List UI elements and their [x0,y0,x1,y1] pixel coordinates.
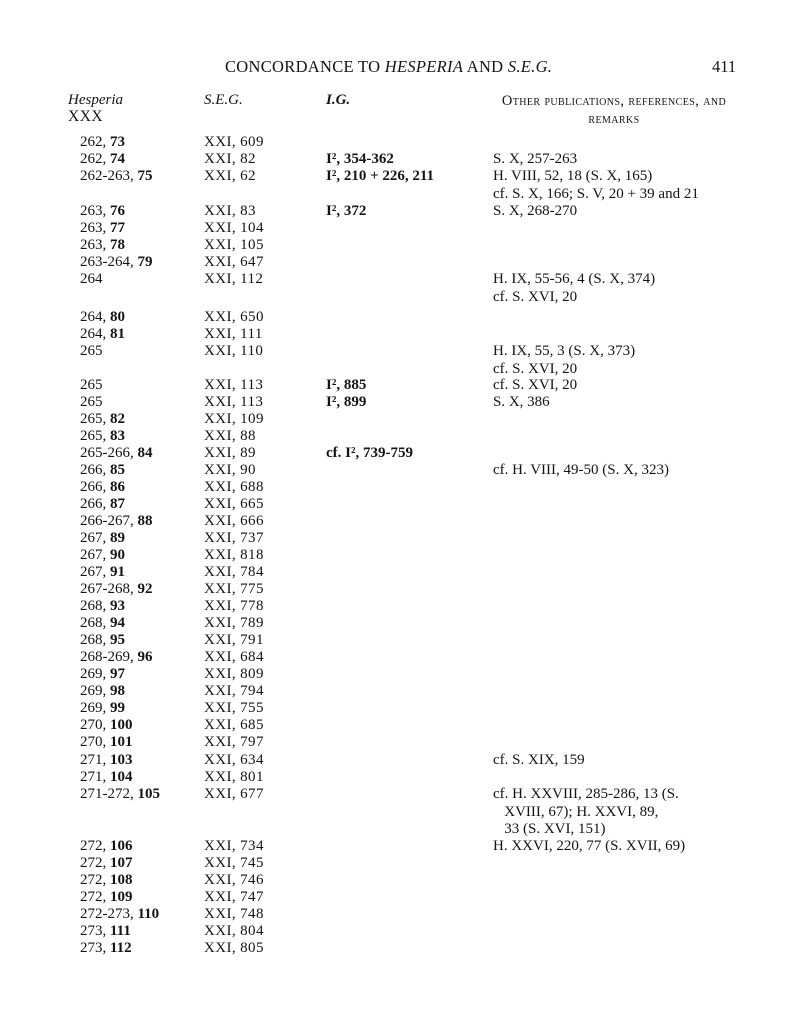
table-row [0,786,798,837]
table-row [0,700,798,718]
hesperia-ref [80,151,125,168]
other-remarks: cf. H. XXVIII, 285-286, 13 (S. XVIII, 67); H. XXVI, 89, 33 (S. XVI, 151) [493,786,679,837]
table-row [0,838,798,856]
table-row [0,547,798,565]
hesperia-number: 112 [110,940,132,956]
hesperia-pages: 267, [80,530,110,546]
hesperia-number: 87 [110,496,125,512]
hesperia-ref [80,411,125,428]
table-row [0,411,798,429]
hesperia-pages: 267, [80,547,110,563]
hesperia-pages: 262-263, [80,168,138,184]
hesperia-ref [80,530,125,547]
hesperia-number: 76 [110,203,125,219]
table-row [0,134,798,152]
hesperia-ref [80,343,103,360]
seg-ref: XXI, 89 [204,445,256,461]
hesperia-pages: 265, [80,428,110,444]
hesperia-ref [80,734,133,751]
hesperia-ref [80,462,125,479]
seg-ref: XXI, 647 [204,254,264,270]
hesperia-ref [80,254,153,271]
hesperia-number: 78 [110,237,125,253]
hesperia-ref [80,428,125,445]
hesperia-pages: 269, [80,683,110,699]
seg-ref: XXI, 684 [204,649,264,665]
hesperia-ref [80,889,133,906]
hesperia-ref [80,496,125,513]
hesperia-pages: 266, [80,479,110,495]
title-middle: AND [463,57,508,76]
hesperia-ref [80,940,132,957]
table-row [0,377,798,395]
table-row [0,462,798,480]
seg-ref: XXI, 804 [204,923,264,939]
seg-ref: XXI, 809 [204,666,264,682]
table-row [0,326,798,344]
hesperia-pages: 268, [80,615,110,631]
column-header-hesperia: Hesperia [68,92,123,108]
table-row [0,428,798,446]
hesperia-pages: 265 [80,377,103,393]
ig-ref: cf. I², 739-759 [326,445,413,461]
table-row [0,394,798,412]
seg-ref: XXI, 746 [204,872,264,888]
hesperia-pages: 273, [80,923,110,939]
hesperia-number: 105 [137,786,160,802]
hesperia-pages: 272, [80,838,110,854]
hesperia-ref [80,598,125,615]
hesperia-ref [80,923,131,940]
column-header-seg: S.E.G. [204,92,243,108]
table-row [0,496,798,514]
hesperia-pages: 272, [80,872,110,888]
hesperia-pages: 265, [80,411,110,427]
table-row [0,615,798,633]
ig-ref: I², 885 [326,377,367,393]
hesperia-pages: 263-264, [80,254,138,270]
ig-ref: I², 899 [326,394,367,410]
seg-ref: XXI, 755 [204,700,264,716]
table-row [0,769,798,787]
title-seg: S.E.G. [507,57,553,76]
seg-ref: XXI, 665 [204,496,264,512]
hesperia-ref [80,752,133,769]
table-row [0,581,798,599]
hesperia-number: 80 [110,309,125,325]
hesperia-pages: 264 [80,271,103,287]
table-row [0,203,798,221]
hesperia-number: 109 [110,889,133,905]
table-row [0,889,798,907]
table-row [0,940,798,958]
hesperia-pages: 270, [80,717,110,733]
hesperia-number: 79 [137,254,153,270]
hesperia-number: 91 [110,564,125,580]
seg-ref: XXI, 82 [204,151,256,167]
table-row [0,254,798,272]
hesperia-ref [80,309,125,326]
hesperia-number: 104 [110,769,133,785]
hesperia-pages: 271, [80,752,110,768]
hesperia-number: 88 [137,513,153,529]
hesperia-pages: 268-269, [80,649,138,665]
hesperia-number: 96 [137,649,153,665]
seg-ref: XXI, 801 [204,769,264,785]
table-row [0,632,798,650]
table-row [0,564,798,582]
hesperia-pages: 266, [80,496,110,512]
other-remarks: S. X, 386 [493,394,550,410]
other-remarks: H. IX, 55, 3 (S. X, 373) cf. S. XVI, 20 [493,343,636,377]
seg-ref: XXI, 778 [204,598,264,614]
table-row [0,872,798,890]
table-row [0,666,798,684]
hesperia-ref [80,326,125,343]
hesperia-pages: 263, [80,220,110,236]
table-row [0,855,798,873]
page-number: 411 [712,57,737,76]
hesperia-number: 95 [110,632,125,648]
hesperia-ref [80,666,125,683]
seg-ref: XXI, 90 [204,462,256,478]
hesperia-pages: 262, [80,151,110,167]
hesperia-number: 111 [110,923,131,939]
column-header-volume: XXX [68,108,104,125]
seg-ref: XXI, 650 [204,309,264,325]
hesperia-pages: 266-267, [80,513,138,529]
table-row [0,343,798,377]
hesperia-ref [80,906,159,923]
hesperia-pages: 269, [80,700,110,716]
running-title [225,57,552,77]
hesperia-number: 106 [110,838,133,854]
hesperia-number: 77 [110,220,125,236]
seg-ref: XXI, 818 [204,547,264,563]
hesperia-number: 82 [110,411,125,427]
hesperia-ref [80,855,133,872]
seg-ref: XXI, 747 [204,889,264,905]
hesperia-ref [80,445,153,462]
hesperia-number: 108 [110,872,133,888]
column-header-ig: I.G. [326,92,351,108]
seg-ref: XXI, 609 [204,134,264,150]
seg-ref: XXI, 677 [204,786,264,802]
table-row [0,151,798,169]
table-row [0,479,798,497]
hesperia-ref [80,615,125,632]
hesperia-pages: 272-273, [80,906,138,922]
hesperia-ref [80,632,125,649]
seg-ref: XXI, 109 [204,411,264,427]
seg-ref: XXI, 112 [204,271,264,287]
table-row [0,649,798,667]
table-row [0,513,798,531]
hesperia-pages: 267-268, [80,581,138,597]
hesperia-ref [80,271,103,288]
seg-ref: XXI, 634 [204,752,264,768]
seg-ref: XXI, 104 [204,220,264,236]
seg-ref: XXI, 105 [204,237,264,253]
seg-ref: XXI, 789 [204,615,264,631]
other-remarks: H. XXVI, 220, 77 (S. XVII, 69) [493,838,686,854]
seg-ref: XXI, 111 [204,326,263,342]
seg-ref: XXI, 791 [204,632,264,648]
hesperia-number: 99 [110,700,125,716]
table-row [0,220,798,238]
table-row [0,271,798,305]
hesperia-number: 93 [110,598,125,614]
seg-ref: XXI, 110 [204,343,264,359]
hesperia-pages: 264, [80,309,110,325]
hesperia-pages: 266, [80,462,110,478]
ig-ref: I², 372 [326,203,367,219]
hesperia-pages: 264, [80,326,110,342]
table-row [0,906,798,924]
seg-ref: XXI, 805 [204,940,264,956]
hesperia-number: 86 [110,479,125,495]
hesperia-ref [80,479,125,496]
hesperia-number: 110 [137,906,160,922]
seg-ref: XXI, 688 [204,479,264,495]
hesperia-ref [80,377,103,394]
title-hesperia: HESPERIA [384,57,464,76]
hesperia-number: 97 [110,666,125,682]
hesperia-ref [80,513,153,530]
seg-ref: XXI, 734 [204,838,264,854]
hesperia-number: 92 [137,581,153,597]
seg-ref: XXI, 62 [204,168,256,184]
hesperia-pages: 271-272, [80,786,138,802]
hesperia-pages: 265 [80,394,103,410]
seg-ref: XXI, 784 [204,564,264,580]
hesperia-ref [80,581,153,598]
hesperia-ref [80,872,133,889]
hesperia-number: 83 [110,428,125,444]
hesperia-number: 101 [110,734,133,750]
hesperia-number: 103 [110,752,133,768]
hesperia-pages: 268, [80,598,110,614]
hesperia-number: 98 [110,683,125,699]
other-remarks: H. VIII, 52, 18 (S. X, 165) cf. S. X, 166; S. V, 20 + 39 and 21 [493,168,699,202]
table-row [0,683,798,701]
seg-ref: XXI, 113 [204,377,264,393]
table-row [0,237,798,255]
other-remarks: cf. H. VIII, 49-50 (S. X, 323) [493,462,669,478]
table-row [0,309,798,327]
hesperia-ref [80,394,103,411]
hesperia-pages: 270, [80,734,110,750]
hesperia-number: 89 [110,530,125,546]
hesperia-pages: 265 [80,343,103,359]
hesperia-pages: 265-266, [80,445,138,461]
hesperia-ref [80,134,125,151]
hesperia-ref [80,237,125,254]
hesperia-number: 94 [110,615,125,631]
hesperia-number: 100 [110,717,133,733]
hesperia-ref [80,700,125,717]
other-remarks: H. IX, 55-56, 4 (S. X, 374) cf. S. XVI, 20 [493,271,656,305]
table-row [0,717,798,735]
hesperia-ref [80,547,125,564]
hesperia-ref [80,168,153,185]
other-remarks: S. X, 268-270 [493,203,578,219]
ig-ref: I², 210 + 226, 211 [326,168,435,184]
seg-ref: XXI, 88 [204,428,256,444]
hesperia-ref [80,717,133,734]
table-row [0,445,798,463]
seg-ref: XXI, 83 [204,203,256,219]
hesperia-pages: 273, [80,940,110,956]
hesperia-ref [80,220,125,237]
hesperia-pages: 263, [80,237,110,253]
hesperia-ref [80,769,133,786]
other-remarks: cf. S. XIX, 159 [493,752,585,768]
column-header-other: Other publications, references, and remarks [501,93,727,127]
seg-ref: XXI, 666 [204,513,264,529]
hesperia-pages: 268, [80,632,110,648]
table-row [0,168,798,202]
seg-ref: XXI, 685 [204,717,264,733]
table-row [0,598,798,616]
hesperia-pages: 263, [80,203,110,219]
seg-ref: XXI, 737 [204,530,264,546]
hesperia-ref [80,649,153,666]
seg-ref: XXI, 113 [204,394,264,410]
table-row [0,734,798,752]
hesperia-pages: 272, [80,855,110,871]
hesperia-number: 81 [110,326,125,342]
seg-ref: XXI, 794 [204,683,264,699]
ig-ref: I², 354-362 [326,151,394,167]
table-row [0,923,798,941]
hesperia-pages: 267, [80,564,110,580]
other-remarks: cf. S. XVI, 20 [493,377,578,393]
hesperia-pages: 272, [80,889,110,905]
hesperia-number: 74 [110,151,125,167]
hesperia-ref [80,203,125,220]
hesperia-number: 90 [110,547,125,563]
hesperia-ref [80,683,125,700]
seg-ref: XXI, 797 [204,734,264,750]
table-row [0,530,798,548]
hesperia-ref [80,838,133,855]
hesperia-ref [80,786,160,803]
other-remarks: S. X, 257-263 [493,151,578,167]
seg-ref: XXI, 745 [204,855,264,871]
hesperia-pages: 262, [80,134,110,150]
hesperia-number: 85 [110,462,125,478]
hesperia-number: 75 [137,168,153,184]
hesperia-pages: 269, [80,666,110,682]
seg-ref: XXI, 775 [204,581,264,597]
hesperia-number: 84 [137,445,153,461]
hesperia-pages: 271, [80,769,110,785]
hesperia-number: 73 [110,134,125,150]
seg-ref: XXI, 748 [204,906,264,922]
title-prefix: CONCORDANCE TO [225,57,385,76]
table-row [0,752,798,770]
hesperia-ref [80,564,125,581]
hesperia-number: 107 [110,855,133,871]
